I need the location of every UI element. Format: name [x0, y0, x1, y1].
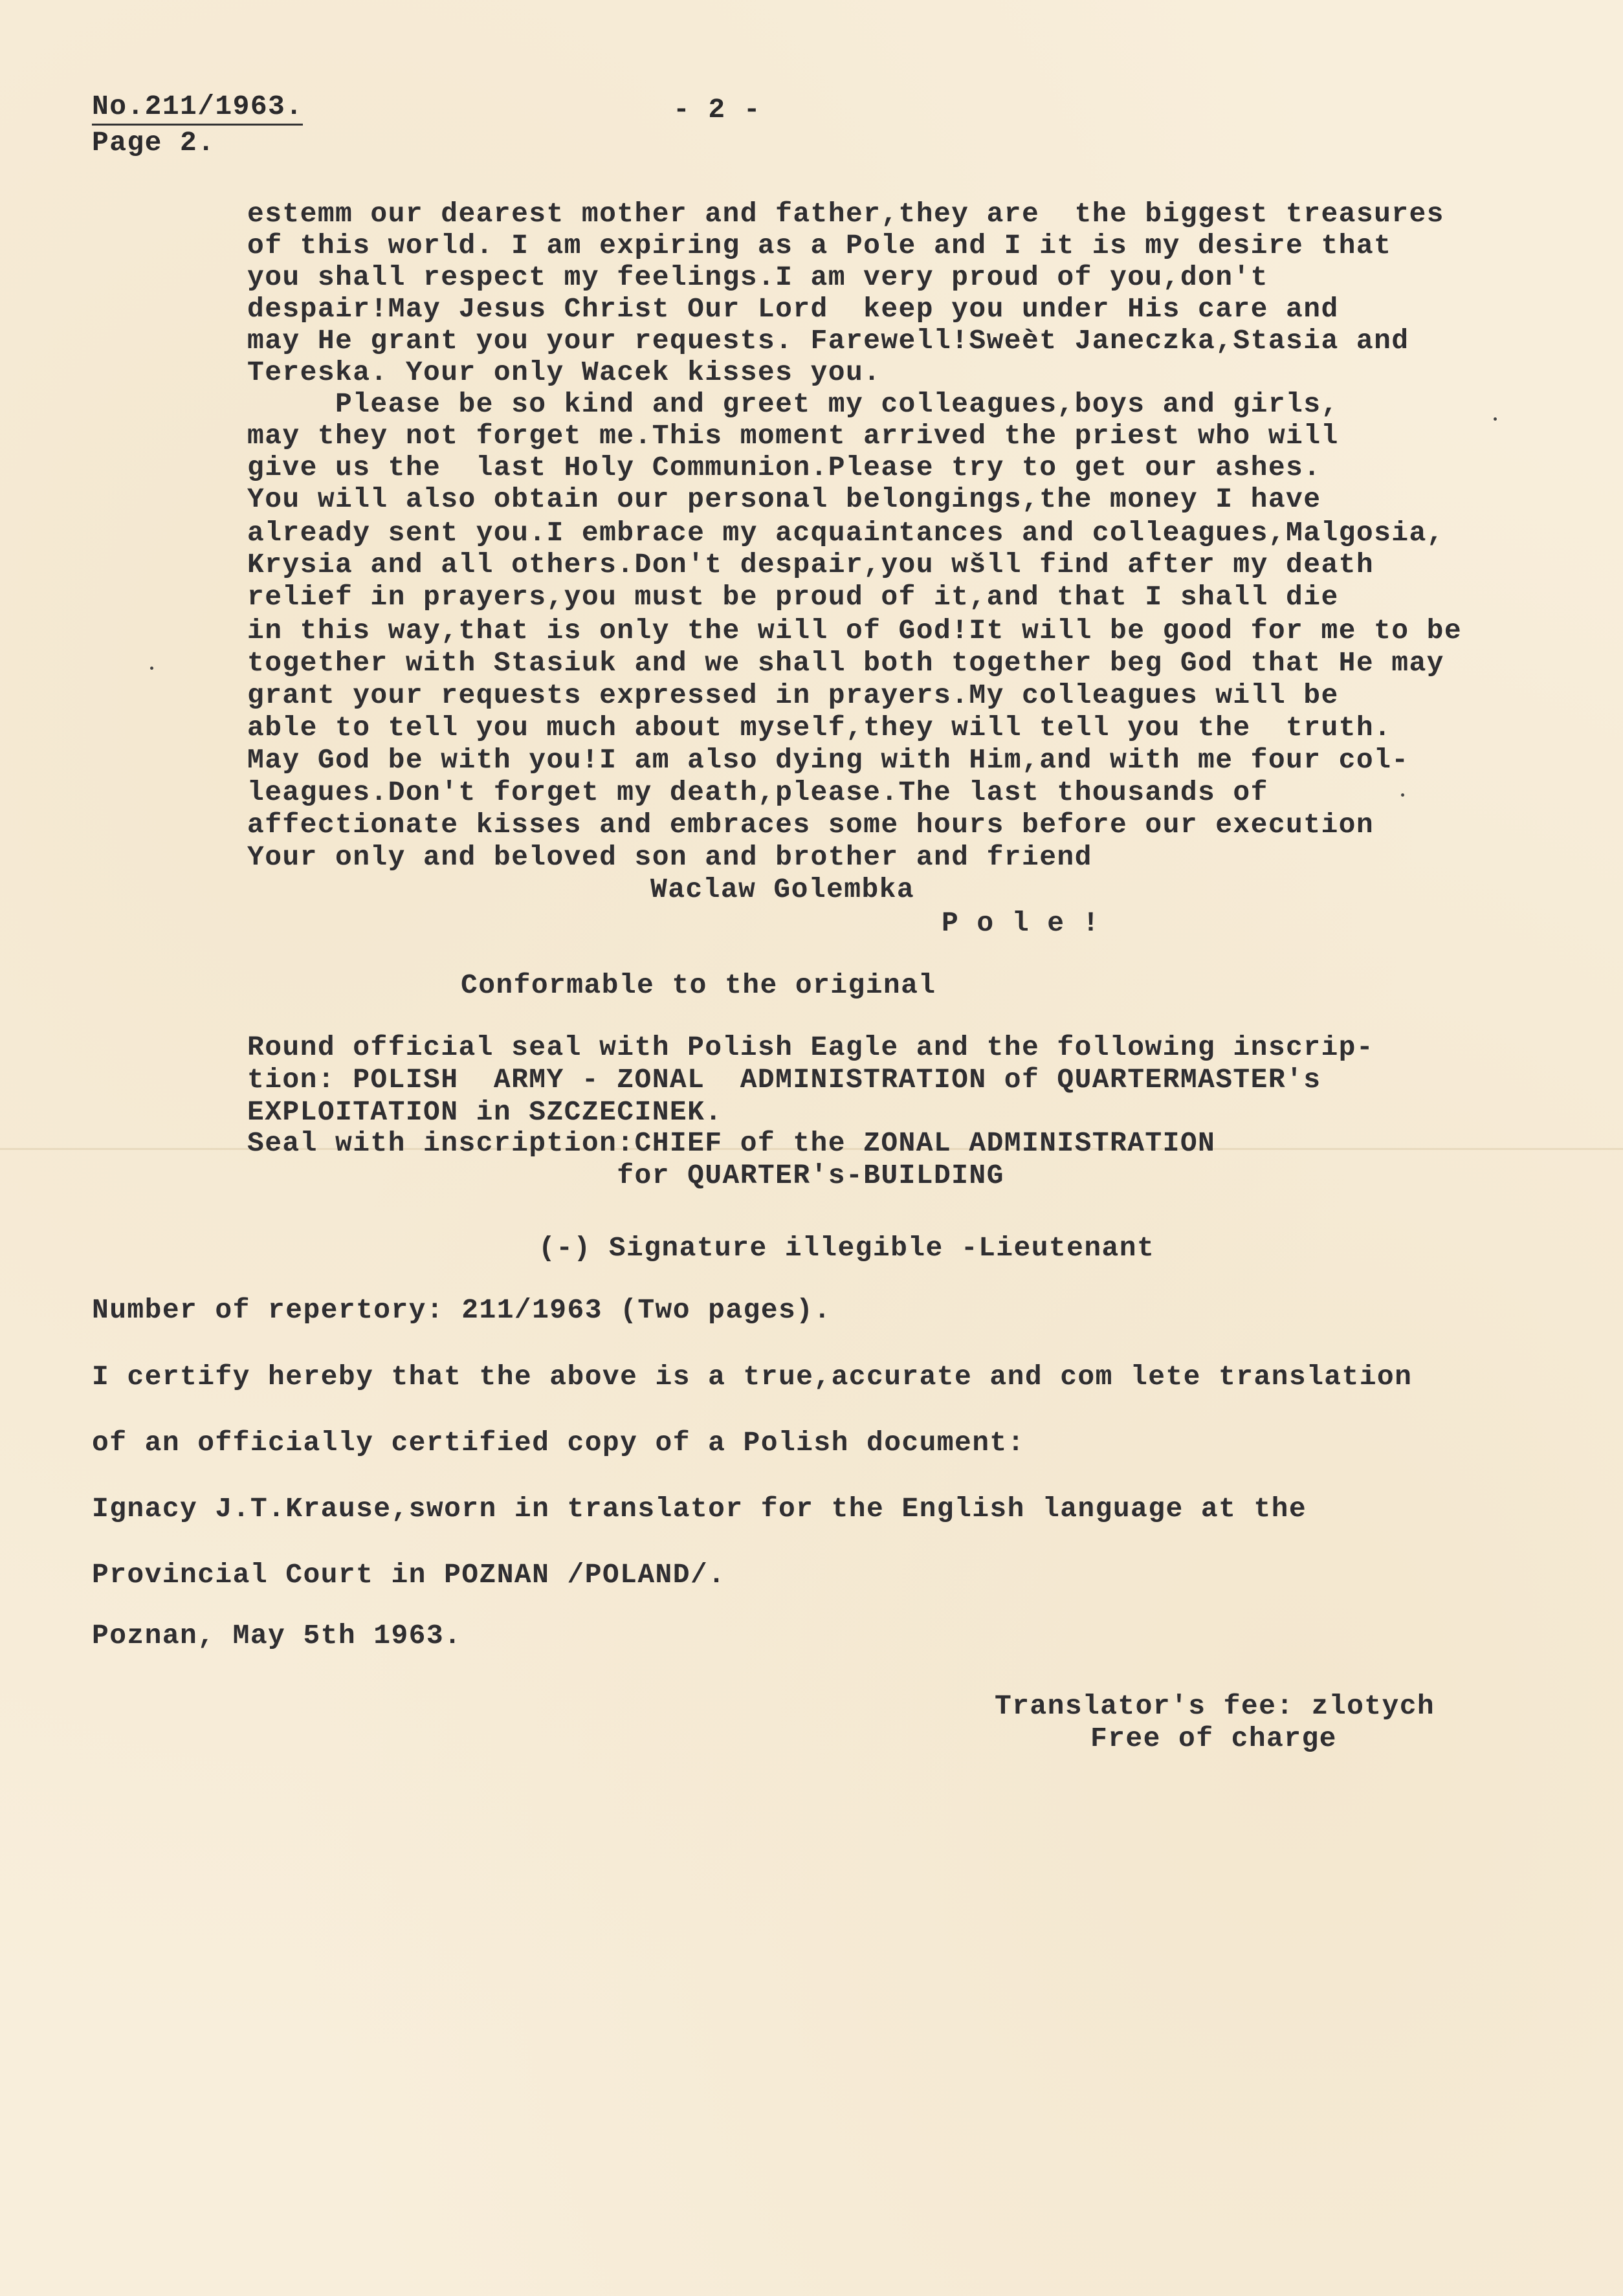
letter-line: leagues.Don't forget my death,please.The last thousands of — [247, 777, 1268, 808]
translator-fee: Translator's fee: zlotych — [995, 1690, 1435, 1722]
letter-line: affectionate kisses and embraces some hours before our execution — [247, 809, 1375, 841]
letter-line: Tereska. Your only Wacek kisses you. — [247, 357, 881, 388]
seal-description-line: EXPLOITATION in SZCZECINEK. — [247, 1096, 723, 1128]
letter-line: may they not forget me.This moment arrived the priest who will — [247, 420, 1339, 452]
letter-line: able to tell you much about myself,they will tell you the truth. — [247, 712, 1392, 744]
letter-line: in this way,that is only the will of God!It will be good for me to be — [247, 615, 1463, 646]
letter-line: you shall respect my feelings.I am very proud of you,don't — [247, 261, 1268, 293]
letter-line: despair!May Jesus Christ Our Lord keep you under His care and — [247, 293, 1339, 325]
signature-note: (-) Signature illegible -Lieutenant — [538, 1232, 1155, 1264]
fee-note: Free of charge — [1090, 1723, 1337, 1754]
place-and-date: Poznan, May 5th 1963. — [92, 1620, 462, 1651]
letter-line: relief in prayers,you must be proud of it,and that I shall die — [247, 581, 1339, 613]
seal-description-line: Round official seal with Polish Eagle and the following inscrip- — [247, 1032, 1375, 1063]
certification-statement: of an officially certified copy of a Polish document: — [92, 1427, 1025, 1459]
ink-speck — [1401, 793, 1404, 797]
letter-line: Krysia and all others.Don't despair,you wšll find after my death — [247, 549, 1375, 580]
letter-signature-closing: P o l e ! — [942, 907, 1100, 939]
letter-signature-name: Waclaw Golembka — [650, 874, 915, 905]
letter-line: You will also obtain our personal belongings,the money I have — [247, 483, 1321, 515]
ink-speck — [1494, 417, 1497, 421]
seal-description-line: Seal with inscription:CHIEF of the ZONAL ADMINISTRATION — [247, 1127, 1216, 1159]
reference-number: No.211/1963. — [92, 91, 303, 126]
letter-line: May God be with you!I am also dying with Him,and with me four col- — [247, 744, 1409, 776]
seal-description-line: for QUARTER's-BUILDING — [247, 1160, 1004, 1191]
letter-line: together with Stasiuk and we shall both together beg God that He may — [247, 647, 1444, 679]
conformable-note: Conformable to the original — [461, 969, 936, 1001]
letter-line: Your only and beloved son and brother and friend — [247, 841, 1092, 873]
letter-line: may He grant you your requests. Farewell!Sweèt Janeczka,Stasia and — [247, 325, 1409, 357]
ink-speck — [150, 667, 153, 670]
seal-description-line: tion: POLISH ARMY - ZONAL ADMINISTRATION of QUARTERMASTER's — [247, 1064, 1321, 1096]
page-number: - 2 - — [673, 94, 762, 126]
translator-statement: Ignacy J.T.Krause,sworn in translator for the English language at the — [92, 1493, 1307, 1525]
court-statement: Provincial Court in POZNAN /POLAND/. — [92, 1559, 726, 1591]
letter-line: already sent you.I embrace my acquaintances and colleagues,Malgosia, — [247, 517, 1444, 549]
page-label: Page 2. — [92, 127, 215, 159]
letter-line: grant your requests expressed in prayers.My colleagues will be — [247, 679, 1339, 711]
letter-line: of this world. I am expiring as a Pole and I it is my desire that — [247, 230, 1392, 261]
letter-line: estemm our dearest mother and father,they are the biggest treasures — [247, 198, 1444, 230]
letter-line: give us the last Holy Communion.Please try to get our ashes. — [247, 452, 1321, 483]
repertory-number: Number of repertory: 211/1963 (Two pages). — [92, 1294, 832, 1326]
certification-statement: I certify hereby that the above is a true,accurate and com lete translation — [92, 1361, 1413, 1393]
letter-line: Please be so kind and greet my colleagues,boys and girls, — [247, 388, 1339, 420]
